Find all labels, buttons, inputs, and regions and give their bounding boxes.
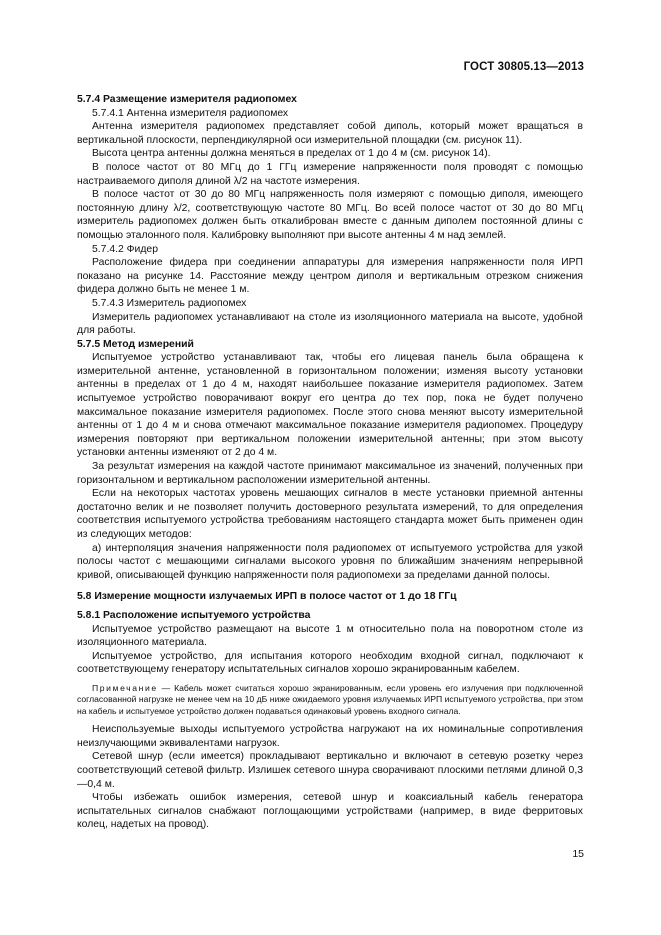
section-heading: 5.8.1 Расположение испытуемого устройства [77, 609, 311, 621]
document-id-header: ГОСТ 30805.13—2013 [463, 61, 584, 73]
note-label: Примечание [92, 682, 158, 693]
body-paragraph: Измеритель радиопомех устанавливают на столе из изоляционного материала на высоте, удобной для работы. [77, 311, 583, 337]
body-paragraph: а) интерполяция значения напряженности поля радиопомех от испытуемого устройства для узкой полосы частот с мешающими сигналами высокого уровня по ближайшим значениям непрерывной кривой, описывающей функцию напряженности поля радиопомехи за пределами данной полосы. [77, 542, 583, 581]
section-heading: 5.7.4 Размещение измерителя радиопомех [77, 94, 297, 105]
section-title: 5.8 Измерение мощности излучаемых ИРП в полосе частот от 1 до 18 ГГц [77, 591, 457, 603]
body-paragraph: Испытуемое устройство размещают на высоте 1 м относительно пола на поворотном столе из изоляционного материала. [77, 623, 583, 649]
section-heading: 5.7.5 Метод измерений [77, 338, 194, 350]
body-paragraph: 5.7.4.2 Фидер [92, 243, 158, 255]
body-paragraph: Расположение фидера при соединении аппаратуры для измерения напряженности поля ИРП показано на рисунке 14. Расстояние между центром диполя и вертикальным отрезком снижения фидера должно быть не менее 1 м. [77, 257, 583, 296]
body-paragraph: 5.7.4.1 Антенна измерителя радиопомех [92, 107, 289, 119]
body-paragraph: За результат измерения на каждой частоте принимают максимальное из значений, полученных при горизонтальном и вертикальном расположении измерительной антенны. [77, 461, 583, 486]
body-paragraph: 5.7.4.3 Измеритель радиопомех [92, 297, 247, 309]
body-paragraph: В полосе частот от 80 МГц до 1 ГГц измерение напряженности поля проводят с помощью настраиваемого диполя длиной λ/2 на частоте измерения. [77, 161, 583, 187]
body-paragraph: Чтобы избежать ошибок измерения, сетевой шнур и коаксиальный кабель генератора испытательных сигналов снабжают поглощающими устройствами (например, в виде ферритовых колец, надетых на провод). [77, 792, 583, 831]
body-paragraph: Сетевой шнур (если имеется) прокладывают вертикально и включают в сетевую розетку через соответствующий сетевой фильтр. Излишек сетевого шнура сворачивают плоскими петлями длиной 0,3—0,4 м. [77, 751, 583, 790]
body-paragraph: Испытуемое устройство устанавливают так, чтобы его лицевая панель была обращена к измерительной антенне, установленной в горизонтальном положении; изменяя высоту установки антенны в пределах от 1 до 4 м, находят наибольшее показание измерителя радиопомех. Затем испытуемое устройство поворачивают вокруг его центра до тех пор, пока не будет получено максимальное показание измерителя радиопомех. После этого снова меняют высоту измерительной антенны от 1 до 4 м и снова отмечают максимальное показание измерителя радиопомех. Процедуру измерения повторяют при вертикальном положении измерительной антенны; при этом высоту установки антенны изменяют от 2 до 4 м. [77, 352, 583, 459]
document-body [77, 93, 583, 832]
page-number: 15 [572, 848, 584, 860]
body-paragraph: Высота центра антенны должна меняться в пределах от 1 до 4 м (см. рисунок 14). [92, 148, 491, 160]
note-text: — Кабель может считаться хорошо экранированным, если уровень его излучения при подключенной согласованной нагрузке не менее чем на 10 дБ ниже ожидаемого уровня излучаемых ИРП испытуемого устройства, при этом на кабель и испытуемое устройство должен подаваться одинаковый уровень входного сигнала. [77, 682, 583, 716]
body-paragraph: Неиспользуемые выходы испытуемого устройства нагружают на их номинальные сопротивления неизлучающими эквивалентами нагрузок. [77, 724, 583, 749]
body-paragraph: Испытуемое устройство, для испытания которого необходим входной сигнал, подключают к соответствующему генератору испытательных сигналов хорошо экранированным кабелем. [77, 650, 583, 676]
body-paragraph: Если на некоторых частотах уровень мешающих сигналов в месте установки приемной антенны достаточно велик и не позволяет получить достоверного результата измерений, то для определения соответствия испытуемого устройства требованиям настоящего стандарта может быть применен один из следующих методов: [77, 488, 583, 540]
body-paragraph: В полосе частот от 30 до 80 МГц напряженность поля измеряют с помощью диполя, имеющего постоянную длину λ/2, соответствующую частоте 80 МГц. Во всей полосе частот от 30 до 80 МГц измеритель радиопомех должен быть откалиброван вместе с данным диполем постоянной длины с помощью эталонного поля. Калибровку выполняют при высоте антенны 4 м над землей. [77, 189, 583, 241]
body-paragraph: Антенна измерителя радиопомех представляет собой диполь, который может вращаться в вертикальной плоскости, перпендикулярной оси измерительной площадки (см. рисунок 11). [77, 121, 583, 146]
note-paragraph [77, 683, 583, 717]
